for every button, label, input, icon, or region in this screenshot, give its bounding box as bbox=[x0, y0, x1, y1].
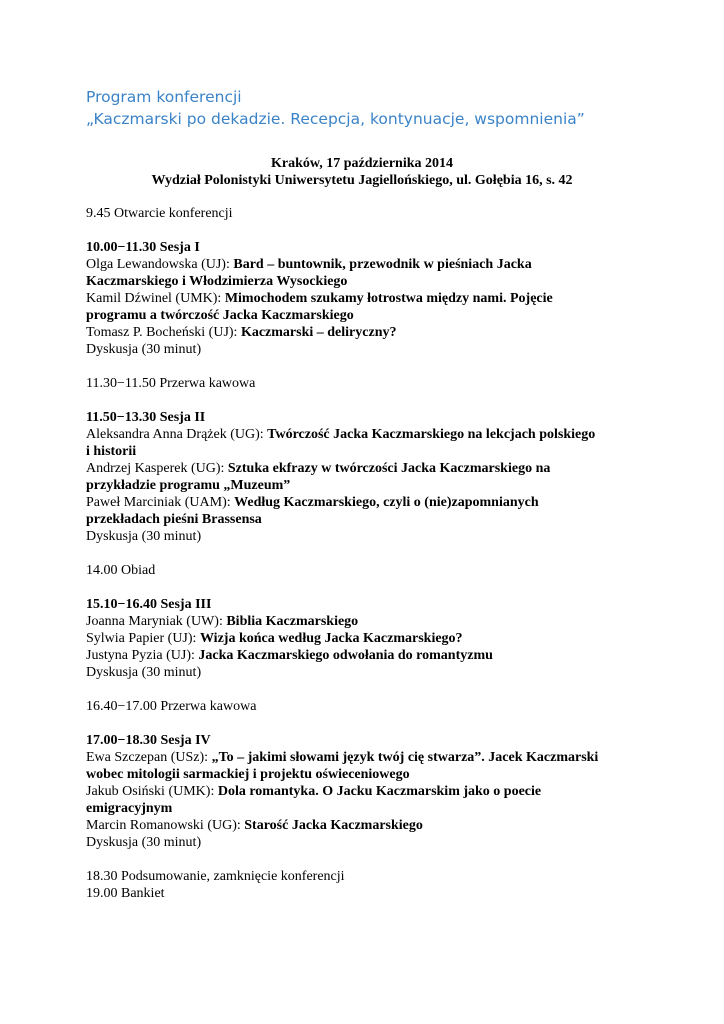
talk-title-cont: programu a twórczość Jacka Kaczmarskiego bbox=[86, 308, 354, 323]
session-title: 15.10−16.40 Sesja III bbox=[86, 597, 212, 612]
talk-title: „To – jakimi słowami język twój cię stwarza”. Jacek Kaczmarski bbox=[211, 750, 599, 765]
talk-speaker: Aleksandra Anna Drążek (UG): bbox=[86, 427, 268, 442]
talk-item bbox=[86, 613, 646, 630]
talk-item bbox=[86, 324, 646, 341]
talk-title: Starość Jacka Kaczmarskiego bbox=[244, 818, 423, 833]
talk-title-cont: emigracyjnym bbox=[86, 801, 173, 816]
event-date: Kraków, 17 października 2014 bbox=[270, 156, 453, 171]
talk-item bbox=[86, 817, 646, 834]
talk-item bbox=[86, 290, 646, 324]
lunch-item: 14.00 Obiad bbox=[86, 563, 156, 578]
talk-title-cont: przykładzie programu „Muzeum” bbox=[86, 478, 291, 493]
talk-speaker: Tomasz P. Bocheński (UJ): bbox=[86, 325, 241, 340]
talk-title: Bard – buntownik, przewodnik w pieśniach Jacka bbox=[233, 257, 532, 272]
talk-item bbox=[86, 426, 646, 460]
talk-title: Wizja końca według Jacka Kaczmarskiego? bbox=[199, 631, 463, 646]
talk-item bbox=[86, 647, 646, 664]
session-discussion: Dyskusja (30 minut) bbox=[86, 835, 202, 850]
session-discussion: Dyskusja (30 minut) bbox=[86, 342, 202, 357]
session-discussion: Dyskusja (30 minut) bbox=[86, 529, 202, 544]
event-venue: Wydział Polonistyki Uniwersytetu Jagiellońskiego, ul. Gołębia 16, s. 42 bbox=[151, 173, 573, 188]
talk-title-cont: wobec mitologii sarmackiej i projektu oświeceniowego bbox=[86, 767, 410, 782]
session-1 bbox=[86, 239, 646, 358]
talk-item bbox=[86, 630, 646, 647]
talk-title: Twórczość Jacka Kaczmarskiego na lekcjach polskiego bbox=[267, 427, 596, 442]
talk-speaker: Jakub Osiński (UMK): bbox=[86, 784, 218, 799]
event-place bbox=[0, 155, 724, 189]
talk-title: Sztuka ekfrazy w twórczości Jacka Kaczmarskiego na bbox=[227, 461, 551, 476]
session-2 bbox=[86, 409, 646, 545]
talk-item bbox=[86, 460, 646, 494]
coffee-break-2: 16.40−17.00 Przerwa kawowa bbox=[86, 699, 257, 714]
talk-speaker: Joanna Maryniak (UW): bbox=[86, 614, 227, 629]
heading-line-1: Program konferencji bbox=[86, 88, 242, 106]
session-title: 11.50−13.30 Sesja II bbox=[86, 410, 206, 425]
talk-title: Kaczmarski – deliryczny? bbox=[240, 325, 397, 340]
talk-title: Biblia Kaczmarskiego bbox=[226, 614, 359, 629]
talk-title-cont: przekładach pieśni Brassensa bbox=[86, 512, 262, 527]
talk-item bbox=[86, 749, 646, 783]
talk-title: Mimochodem szukamy łotrostwa między nami. Pojęcie bbox=[224, 291, 553, 306]
talk-speaker: Sylwia Papier (UJ): bbox=[86, 631, 200, 646]
talk-speaker: Ewa Szczepan (USz): bbox=[86, 750, 212, 765]
talk-title: Jacka Kaczmarskiego odwołania do romantyzmu bbox=[198, 648, 493, 663]
talk-speaker: Paweł Marciniak (UAM): bbox=[86, 495, 235, 510]
opening-item: 9.45 Otwarcie konferencji bbox=[86, 206, 233, 221]
closing-item: 18.30 Podsumowanie, zamknięcie konferencji bbox=[86, 869, 345, 884]
coffee-break-1: 11.30−11.50 Przerwa kawowa bbox=[86, 376, 256, 391]
talk-item bbox=[86, 256, 646, 290]
talk-speaker: Justyna Pyzia (UJ): bbox=[86, 648, 199, 663]
talk-speaker: Andrzej Kasperek (UG): bbox=[86, 461, 228, 476]
heading-line-2: „Kaczmarski po dekadzie. Recepcja, kontynuacje, wspomnienia” bbox=[86, 110, 585, 128]
talk-speaker: Olga Lewandowska (UJ): bbox=[86, 257, 234, 272]
talk-speaker: Kamil Dźwinel (UMK): bbox=[86, 291, 225, 306]
program-body bbox=[86, 205, 646, 902]
session-3 bbox=[86, 596, 646, 681]
session-title: 10.00−11.30 Sesja I bbox=[86, 240, 200, 255]
talk-title-cont: i historii bbox=[86, 444, 137, 459]
talk-item bbox=[86, 494, 646, 528]
document-heading bbox=[86, 86, 585, 130]
session-discussion: Dyskusja (30 minut) bbox=[86, 665, 202, 680]
session-4 bbox=[86, 732, 646, 851]
talk-speaker: Marcin Romanowski (UG): bbox=[86, 818, 245, 833]
session-title: 17.00−18.30 Sesja IV bbox=[86, 733, 211, 748]
talk-title-cont: Kaczmarskiego i Włodzimierza Wysockiego bbox=[86, 274, 348, 289]
talk-title: Dola romantyka. O Jacku Kaczmarskim jako o poecie bbox=[217, 784, 542, 799]
banquet-item: 19.00 Bankiet bbox=[86, 886, 165, 901]
talk-item bbox=[86, 783, 646, 817]
talk-title: Według Kaczmarskiego, czyli o (nie)zapomnianych bbox=[234, 495, 539, 510]
